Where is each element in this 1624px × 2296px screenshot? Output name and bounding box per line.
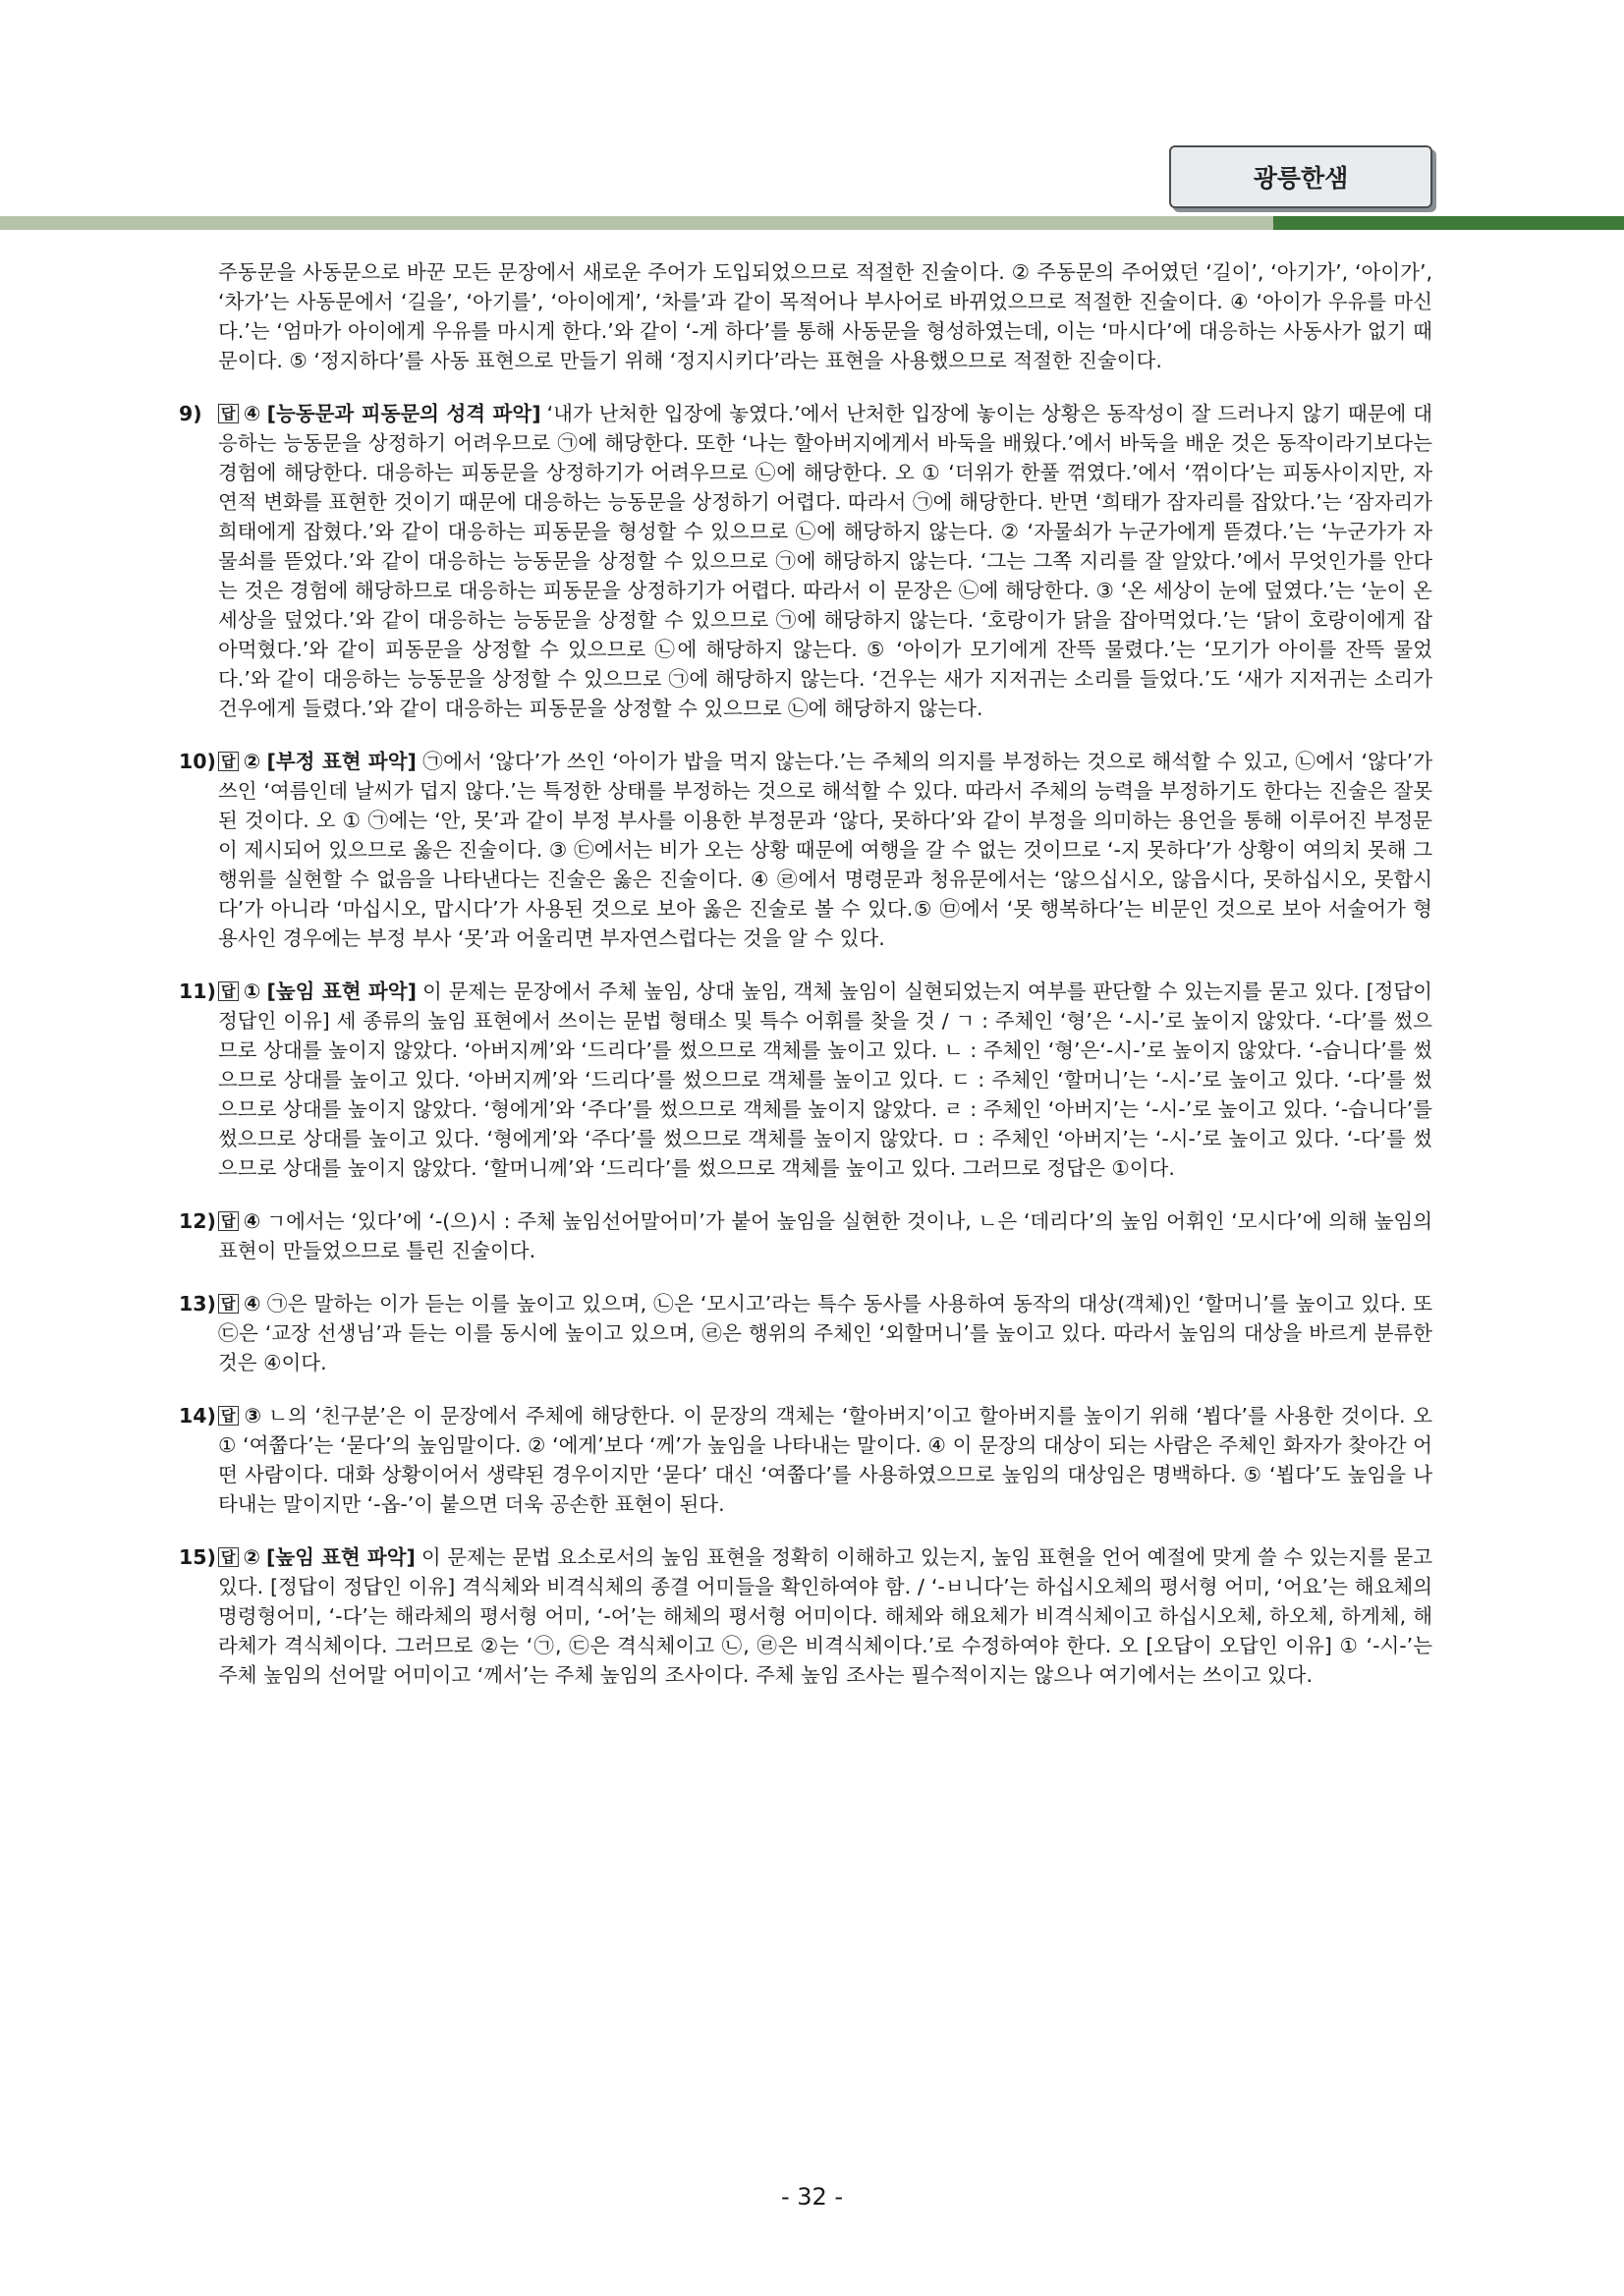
item-text: ㉠은 말하는 이가 듣는 이를 높이고 있으며, ㉡은 ‘모시고’라는 특수 동사를 사용하여 동작의 대상(객체)인 ‘할머니’를 높이고 있다. 또 ㉢은 ‘교장 선생님’과 듣는 이를 동시에 높이고 있으며, ㉣은 행위의 주체인 ‘외할머니’를 높이고 있다. 따라서 높임의 대상을 바르게 분류한 것은 ④이다. [218, 1292, 1433, 1374]
item-text: 이 문제는 문장에서 주체 높임, 상대 높임, 객체 높임이 실현되었는지 여부를 판단할 수 있는지를 묻고 있다. [정답이 정답인 이유] 세 종류의 높임 표현에서 쓰이는 문법 형태소 및 특수 어휘를 찾을 것 / ㄱ : 주체인 ‘형’은 ‘-시-’로 높이지 않았다. ‘-다’를 썼으므로 상대를 높이지 않았다. ‘아버지께’와 ‘드리다’를 썼으므로 객체를 높이고 있다. ㄴ : 주체인 ‘형’은‘-시-’로 높이지 않았다. ‘-습니다’를 썼으므로 상대를 높이고 있다. ‘아버지께’와 ‘드리다’를 썼으므로 객체를 높이고 있다. ㄷ : 주체인 ‘할머니’는 ‘-시-’로 높이고 있다. ‘-다’를 썼으므로 상대를 높이지 않았다. ‘형에게’와 ‘주다’를 썼으므로 객체를 높이지 않았다. ㄹ : 주체인 ‘아버지’는 ‘-시-’로 높이고 있다. ‘-습니다’를 썼으므로 상대를 높이고 있다. ‘형에게’와 ‘주다’를 썼으므로 객체를 높이지 않았다. ㅁ : 주체인 ‘아버지’는 ‘-시-’로 높이고 있다. ‘-다’를 썼으므로 상대를 높이지 않았다. ‘할머니께’와 ‘드리다’를 썼으므로 객체를 높이고 있다. 그러므로 정답은 ①이다. [218, 980, 1432, 1180]
item-number: 12) [179, 1209, 216, 1233]
header-badge [1169, 145, 1432, 208]
answer-mark-icon: 답 [218, 1547, 239, 1567]
item-13 [179, 1289, 1433, 1377]
item-11 [179, 977, 1432, 1183]
answer-mark-icon: 답 [218, 1294, 239, 1314]
item-text: 이 문제는 문법 요소로서의 높임 표현을 정확히 이해하고 있는지, 높임 표현을 언어 예절에 맞게 쓸 수 있는지를 묻고 있다. [정답이 정답인 이유] 격식체와 비격식체의 종결 어미들을 확인하여야 함. / ‘-ㅂ니다’는 하십시오체의 평서형 어미, ‘어요’는 해요체의 명령형어미, ‘-다’는 해라체의 평서형 어미, ‘-어’는 해체의 평서형 어미이다. 해체와 해요체가 비격식체이고 하십시오체, 하오체, 하게체, 해라체가 격식체이다. 그러므로 ②는 ‘㉠, ㉢은 격식체이고 ㉡, ㉣은 비격식체이다.’로 수정하여야 한다. 오 [오답이 오답인 이유] ① ‘-시-’는 주체 높임의 선어말 어미이고 ‘께서’는 주체 높임의 조사이다. 주체 높임 조사는 필수적이지는 않으나 여기에서는 쓰이고 있다. [218, 1545, 1432, 1687]
item-choice: ③ [243, 1404, 263, 1428]
item-15 [179, 1542, 1432, 1690]
item-10 [179, 747, 1432, 953]
item-12 [179, 1206, 1432, 1265]
answer-mark-icon: 답 [218, 1406, 239, 1426]
item-choice: ④ [243, 1292, 261, 1316]
header-badge-text: 광릉한샘 [1253, 164, 1349, 193]
item-number: 10) [179, 750, 216, 773]
item-text: ㉠에서 ‘않다’가 쓰인 ‘아이가 밥을 먹지 않는다.’는 주체의 의지를 부정하는 것으로 해석할 수 있고, ㉡에서 ‘않다’가 쓰인 ‘여름인데 날씨가 덥지 않다.’는 특정한 상태를 부정하는 것으로 해석할 수 있다. 따라서 주체의 능력을 부정하기도 한다는 진술은 잘못된 것이다. 오 ① ㉠에는 ‘안, 못’과 같이 부정 부사를 이용한 부정문과 ‘않다, 못하다’와 같이 부정을 의미하는 용언을 통해 이루어진 부정문이 제시되어 있으므로 옳은 진술이다. ③ ㉢에서는 비가 오는 상황 때문에 여행을 갈 수 없는 것이므로 ‘-지 못하다’가 상황이 여의치 못해 그 행위를 실현할 수 없음을 나타낸다는 진술은 옳은 진술이다. ④ ㉣에서 명령문과 청유문에서는 ‘않으십시오, 않읍시다, 못하십시오, 못합시다’가 아니라 ‘마십시오, 맙시다’가 사용된 것으로 보아 옳은 진술로 볼 수 있다.⑤ ㉤에서 ‘못 행복하다’는 비문인 것으로 보아 서술어가 형용사인 경우에는 부정 부사 ‘못’과 어울리면 부자연스럽다는 것을 알 수 있다. [218, 750, 1432, 950]
answer-mark-icon: 답 [218, 752, 239, 771]
item-choice: ④ [243, 1209, 261, 1233]
answer-mark-icon: 답 [218, 981, 239, 1001]
item-text: ‘내가 난처한 입장에 놓였다.’에서 난처한 입장에 놓이는 상황은 동작성이 잘 드러나지 않기 때문에 대응하는 능동문을 상정하기 어려우므로 ㉠에 해당한다. 또한 ‘나는 할아버지에게서 바둑을 배웠다.’에서 바둑을 배운 것은 동작이라기보다는 경험에 해당한다. 대응하는 피동문을 상정하기가 어려우므로 ㉡에 해당한다. 오 ① ‘더위가 한풀 꺾였다.’에서 ‘꺾이다’는 피동사이지만, 자연적 변화를 표현한 것이기 때문에 대응하는 능동문을 상정하기 어렵다. 따라서 ㉠에 해당한다. 반면 ‘희태가 잠자리를 잡았다.’는 ‘잠자리가 희태에게 잡혔다.’와 같이 대응하는 피동문을 형성할 수 있으므로 ㉡에 해당하지 않는다. ② ‘자물쇠가 누군가에게 뜯겼다.’는 ‘누군가가 자물쇠를 뜯었다.’와 같이 대응하는 능동문을 상정할 수 있으므로 ㉠에 해당하지 않는다. ‘그는 그쪽 지리를 잘 알았다.’에서 무엇인가를 안다는 것은 경험에 해당하므로 대응하는 피동문을 상정하기가 어렵다. 따라서 이 문장은 ㉡에 해당한다. ③ ‘온 세상이 눈에 덮였다.’는 ‘눈이 온 세상을 덮었다.’와 같이 대응하는 능동문을 상정할 수 있으므로 ㉠에 해당하지 않는다. ‘호랑이가 닭을 잡아먹었다.’는 ‘닭이 호랑이에게 잡아먹혔다.’와 같이 피동문을 상정할 수 있으므로 ㉡에 해당하지 않는다. ⑤ ‘아이가 모기에게 잔뜩 물렸다.’는 ‘모기가 아이를 잔뜩 물었다.’와 같이 대응하는 능동문을 상정할 수 있으므로 ㉠에 해당하지 않는다. ‘건우는 새가 지저귀는 소리를 들었다.’도 ‘새가 지저귀는 소리가 건우에게 들렸다.’와 같이 대응하는 피동문을 상정할 수 있으므로 ㉡에 해당하지 않는다. [218, 402, 1432, 720]
item-9 [179, 399, 1432, 723]
answer-mark-icon: 답 [218, 1211, 239, 1231]
item-number: 14) [179, 1404, 216, 1428]
answer-content [179, 257, 1433, 1713]
item-choice: ② [243, 1545, 260, 1569]
item-text: ㄱ에서는 ‘있다’에 ‘-(으)시 : 주체 높임선어말어미’가 붙어 높임을 실현한 것이나, ㄴ은 ‘데리다’의 높임 어휘인 ‘모시다’에 의해 높임의 표현이 만들었으므로 틀린 진술이다. [218, 1209, 1432, 1262]
item-topic: [부정 표현 파악] [266, 750, 417, 773]
item-choice: ④ [243, 402, 261, 425]
item-topic: [높임 표현 파악] [265, 1545, 416, 1569]
item-number: 11) [179, 980, 216, 1003]
item-number: 15) [179, 1545, 216, 1569]
page-number: - 32 - [780, 2183, 844, 2211]
item-number: 9) [179, 402, 202, 425]
header-rule-light [0, 216, 1273, 230]
item-choice: ② [243, 750, 261, 773]
item-text: ㄴ의 ‘친구분’은 이 문장에서 주체에 해당한다. 이 문장의 객체는 ‘할아버지’이고 할아버지를 높이기 위해 ‘뵙다’를 사용한 것이다. 오 ① ‘여쭙다’는 ‘묻다’의 높임말이다. ② ‘에게’보다 ‘께’가 높임을 나타내는 말이다. ④ 이 문장의 대상이 되는 사람은 주체인 화자가 찾아간 어떤 사람이다. 대화 상황이어서 생략된 경우이지만 ‘묻다’ 대신 ‘여쭙다’를 사용하였으므로 높임의 대상임은 명백하다. ⑤ ‘뵙다’도 높임을 나타내는 말이지만 ‘-옵-’이 붙으면 더욱 공손한 표현이 된다. [218, 1404, 1433, 1516]
answer-mark-icon: 답 [218, 404, 239, 423]
item-number: 13) [179, 1292, 216, 1316]
item-14 [179, 1401, 1433, 1519]
header-rule-dark [1273, 216, 1624, 230]
item-choice: ① [243, 980, 261, 1003]
item-topic: [높임 표현 파악] [266, 980, 417, 1003]
continued-text: 주동문을 사동문으로 바꾼 모든 문장에서 새로운 주어가 도입되었으므로 적절한 진술이다. ② 주동문의 주어였던 ‘길이’, ‘아기가’, ‘아이가’, ‘차가’는 사동문에서 ‘길을’, ‘아기를’, ‘아이에게’, ‘차를’과 같이 목적어나 부사어로 바뀌었으므로 적절한 진술이다. ④ ‘아이가 우유를 마신다.’는 ‘엄마가 아이에게 우유를 마시게 한다.’와 같이 ‘-게 하다’를 통해 사동문을 형성하였는데, 이는 ‘마시다’에 대응하는 사동사가 없기 때문이다. ⑤ ‘정지하다’를 사동 표현으로 만들기 위해 ‘정지시키다’라는 표현을 사용했으므로 적절한 진술이다. [218, 260, 1432, 372]
item-topic: [능동문과 피동문의 성격 파악] [266, 402, 541, 425]
continued-explanation [196, 257, 1432, 375]
